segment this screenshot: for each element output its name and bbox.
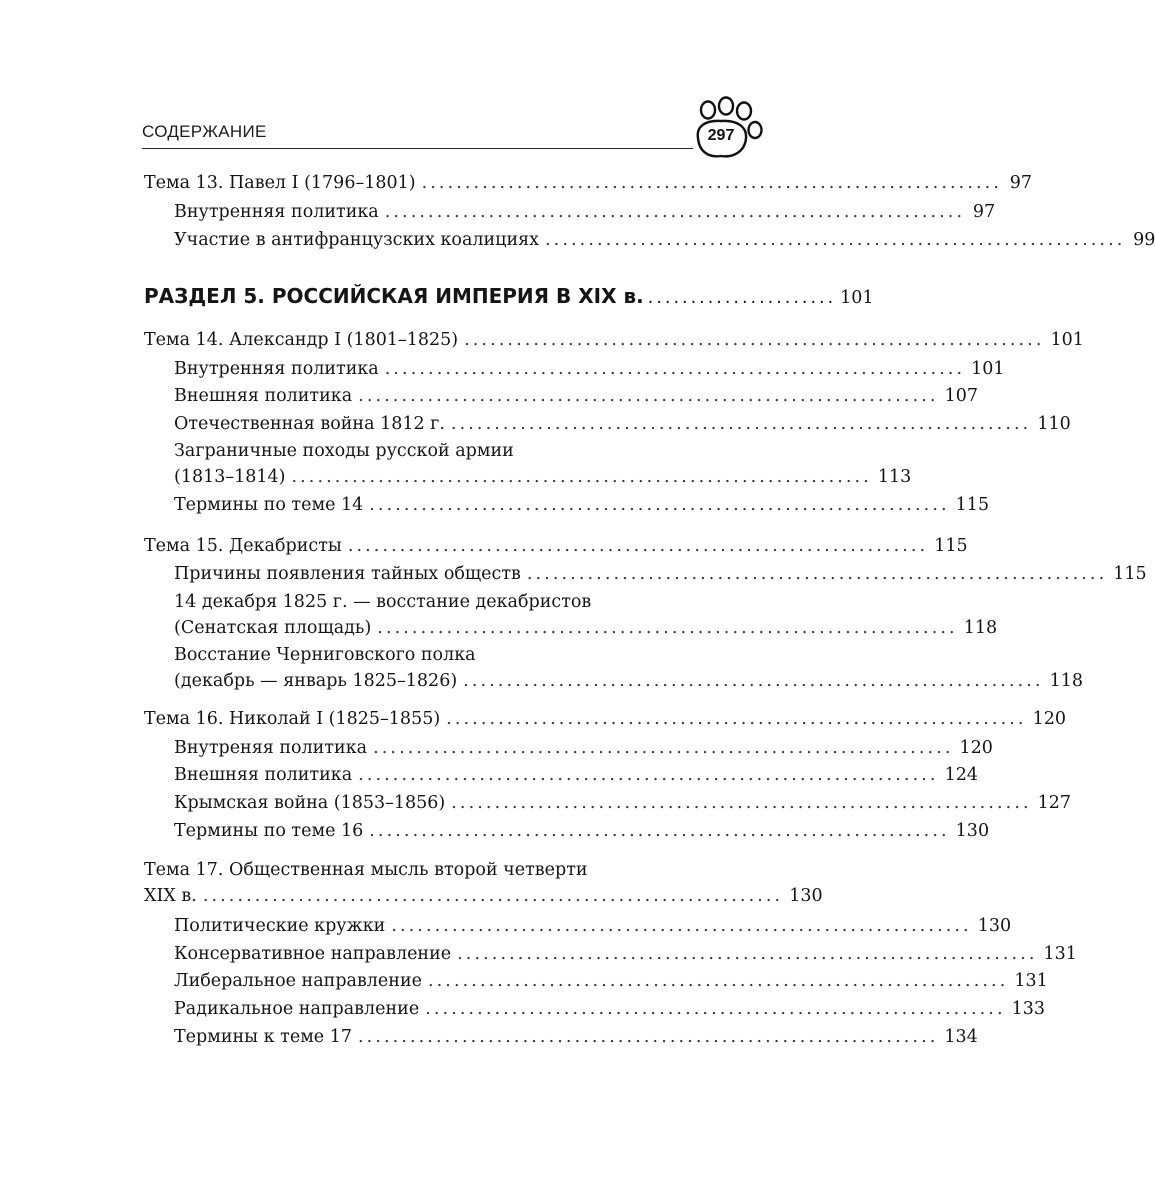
toc-entry-title: Внутренняя политика	[174, 359, 379, 379]
leader-dots: ...................................................................	[369, 821, 950, 841]
toc-entry-topic-14[interactable]	[144, 327, 1084, 353]
toc-entry-subtopic[interactable]	[174, 1024, 978, 1050]
toc-entry-subtopic[interactable]	[174, 790, 1072, 816]
toc-page-number: 107	[944, 386, 978, 406]
toc-page-number: 134	[944, 1027, 978, 1047]
toc-entry-title: Тема 14. Александр I (1801–1825)	[144, 330, 459, 350]
leader-dots: ...................................................................	[384, 202, 966, 222]
toc-entry-subtopic[interactable]	[174, 227, 1155, 253]
toc-entry-title: Участие в антифранцузских коалициях	[174, 230, 540, 250]
toc-entry-topic-16[interactable]	[144, 706, 1066, 732]
toc-entry-title-line1: Тема 17. Общественная мысль второй четверти	[144, 860, 588, 880]
toc-entry-title: Отечественная война 1812 г.	[174, 414, 445, 434]
toc-page-number: 101	[971, 359, 1005, 379]
leader-dots: ...................................................................	[384, 359, 966, 379]
toc-page-number: 99	[1133, 230, 1155, 250]
leader-dots: ...................................................................	[421, 173, 1002, 193]
toc-page-number: 120	[959, 738, 993, 758]
toc-entry-title: Термины к теме 17	[174, 1027, 352, 1047]
toc-entry-subtopic[interactable]	[174, 492, 990, 518]
toc-entry-title: Внешняя политика	[174, 386, 353, 406]
leader-dots: ...................................................................	[358, 1027, 939, 1047]
toc-entry-title: (декабрь — январь 1825–1826)	[174, 671, 458, 691]
toc-entry-title-line1: Заграничные походы русской армии	[174, 441, 514, 461]
running-header-title: СОДЕРЖАНИЕ	[142, 122, 267, 141]
toc-entry-title-line1: 14 декабря 1825 г. — восстание декабристов	[174, 592, 592, 612]
leader-dots: ...................................................................	[369, 495, 950, 515]
toc-page-number: 131	[1014, 971, 1048, 991]
leader-dots: ...................................................................	[545, 230, 1126, 250]
toc-page-number: 110	[1037, 414, 1071, 434]
toc-entry-title: Тема 15. Декабристы	[144, 536, 342, 556]
leader-dots: ...................................................................	[427, 971, 1009, 991]
toc-entry-subtopic[interactable]	[174, 438, 912, 490]
header-rule	[142, 148, 693, 149]
toc-entry-subtopic[interactable]	[174, 383, 978, 409]
leader-dots: ...................................................................	[347, 536, 929, 556]
toc-entry-title: Радикальное направление	[174, 999, 420, 1019]
toc-page-number: 130	[789, 886, 823, 906]
toc-entry-subtopic[interactable]	[174, 913, 1012, 939]
toc-page-number: 124	[944, 765, 978, 785]
toc-entry-title: Термины по теме 14	[174, 495, 364, 515]
toc-entry-subtopic[interactable]	[174, 968, 1048, 994]
toc-entry-title: (1813–1814)	[174, 467, 286, 487]
toc-entry-subtopic[interactable]	[174, 735, 993, 761]
toc-entry-subtopic[interactable]	[174, 762, 978, 788]
toc-page-number: 118	[963, 618, 998, 638]
toc-entry-title: Внутреняя политика	[174, 738, 368, 758]
toc-entry-title: Термины по теме 16	[174, 821, 364, 841]
leader-dots: ...................................................................	[446, 709, 1027, 729]
leader-dots: ...................................................................	[291, 467, 872, 487]
toc-entry-title: Тема 16. Николай I (1825–1855)	[144, 709, 441, 729]
toc-entry-title-line1: Восстание Черниговского полка	[174, 645, 476, 665]
toc-entry-title: Крымская война (1853–1856)	[174, 793, 446, 813]
toc-page-number: 131	[1043, 944, 1077, 964]
toc-page-number: 120	[1032, 709, 1066, 729]
toc-entry-title: Тема 13. Павел I (1796–1801)	[144, 173, 416, 193]
toc-section-5[interactable]	[144, 281, 874, 311]
leader-dots: ......................	[647, 288, 837, 308]
toc-page-number: 133	[1011, 999, 1046, 1019]
leader-dots: ...................................................................	[526, 564, 1108, 584]
leader-dots: ...................................................................	[450, 414, 1032, 434]
toc-entry-subtopic[interactable]	[174, 818, 990, 844]
leader-dots: ...................................................................	[457, 944, 1038, 964]
leader-dots: ...................................................................	[377, 618, 958, 638]
toc-page-number: 113	[877, 467, 912, 487]
page-number: 297	[707, 127, 735, 144]
toc-entry-title: (Сенатская площадь)	[174, 618, 372, 638]
toc-entry-title: Внешняя политика	[174, 765, 353, 785]
leader-dots: ...................................................................	[358, 386, 939, 406]
toc-entry-title: Политические кружки	[174, 916, 386, 936]
leader-dots: ...................................................................	[373, 738, 954, 758]
toc-page-number: 101	[1050, 330, 1084, 350]
toc-entry-title: XIX в.	[144, 886, 197, 906]
toc-page-number: 97	[972, 202, 996, 222]
toc-entry-subtopic[interactable]	[174, 642, 1083, 694]
toc-page-number: 130	[955, 821, 990, 841]
leader-dots: ...................................................................	[451, 793, 1032, 813]
toc-entry-subtopic[interactable]	[174, 996, 1046, 1022]
leader-dots: ...................................................................	[391, 916, 972, 936]
toc-entry-subtopic[interactable]	[174, 561, 1147, 587]
toc-entry-title: Либеральное направление	[174, 971, 422, 991]
toc-page-number: 115	[955, 495, 990, 515]
leader-dots: ...................................................................	[202, 886, 784, 906]
toc-entry-subtopic[interactable]	[174, 199, 996, 225]
leader-dots: ...................................................................	[464, 330, 1045, 350]
leader-dots: ...................................................................	[425, 999, 1006, 1019]
toc-entry-title: Причины появления тайных обществ	[174, 564, 521, 584]
toc-entry-subtopic[interactable]	[174, 941, 1077, 967]
toc-entry-subtopic[interactable]	[174, 356, 1005, 382]
toc-page-number: 115	[1113, 564, 1147, 584]
toc-entry-subtopic[interactable]	[174, 589, 998, 641]
toc-page-number: 97	[1009, 173, 1032, 193]
toc-entry-topic-15[interactable]	[144, 533, 968, 559]
toc-page-number: 101	[840, 288, 874, 308]
toc-entry-topic-13[interactable]	[144, 170, 1032, 196]
toc-entry-subtopic[interactable]	[174, 411, 1071, 437]
leader-dots: ...................................................................	[463, 671, 1044, 691]
toc-entry-title: Консервативное направление	[174, 944, 452, 964]
leader-dots: ...................................................................	[358, 765, 939, 785]
toc-entry-title: Внутренняя политика	[174, 202, 379, 222]
toc-page-number: 127	[1037, 793, 1072, 813]
toc-entry-topic-17[interactable]	[144, 857, 823, 909]
toc-page-number: 118	[1049, 671, 1083, 691]
section-title: РАЗДЕЛ 5. РОССИЙСКАЯ ИМПЕРИЯ В XIX в.	[144, 284, 644, 308]
toc-page-number: 130	[977, 916, 1012, 936]
toc-page-number: 115	[934, 536, 968, 556]
